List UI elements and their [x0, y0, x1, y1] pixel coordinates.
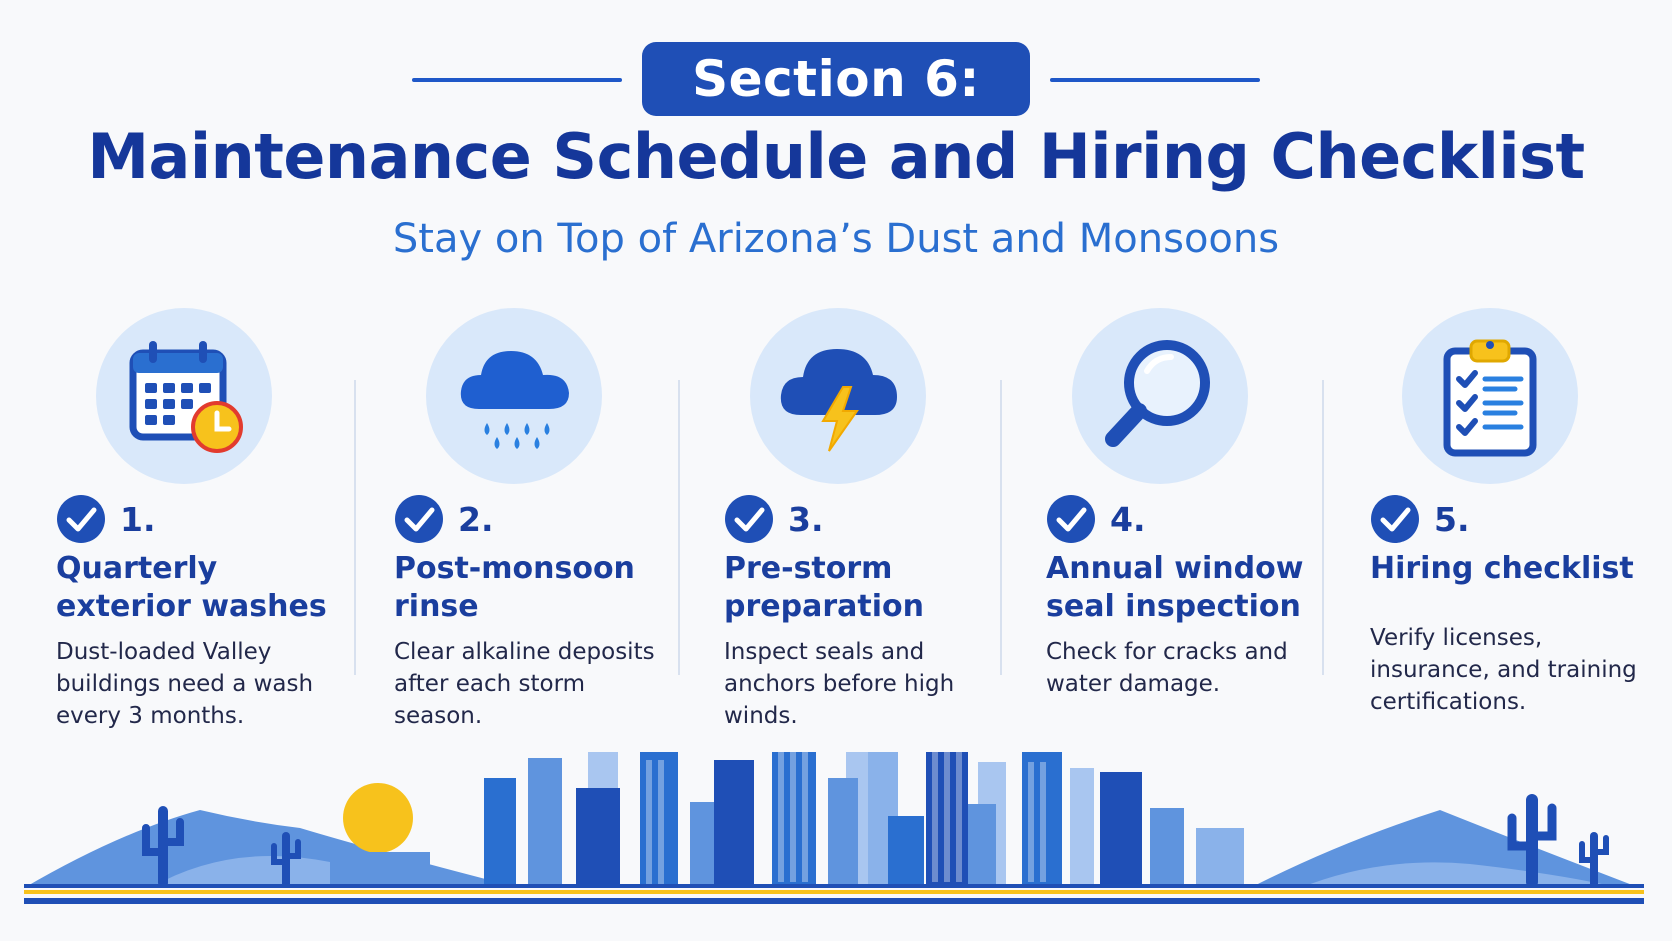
icon-badge — [750, 308, 926, 484]
checklist-item — [1370, 300, 1650, 740]
item-title: Quarterly exterior washes — [56, 551, 327, 624]
icon-badge — [1402, 308, 1578, 484]
calendar-clock-icon — [119, 331, 249, 461]
checklist-item — [56, 300, 336, 740]
item-number: 2. — [458, 499, 494, 539]
item-title: Post-monsoon rinse — [394, 551, 635, 624]
icon-badge — [1072, 308, 1248, 484]
item-number-row — [1046, 492, 1146, 546]
item-number-row — [724, 492, 824, 546]
item-description: Verify licenses, insurance, and training certifications. — [1370, 625, 1637, 715]
check-circle-icon — [1046, 494, 1096, 544]
checklist-item — [1046, 300, 1326, 740]
item-number: 1. — [120, 499, 156, 539]
checklist-columns — [0, 300, 1672, 740]
item-number-row — [1370, 492, 1470, 546]
item-number: 5. — [1434, 499, 1470, 539]
buildings — [484, 752, 1244, 888]
item-title: Annual window seal inspection — [1046, 551, 1304, 624]
header — [0, 0, 1672, 280]
check-circle-icon — [394, 494, 444, 544]
item-description: Dust-loaded Valley buildings need a wash every 3 months. — [56, 639, 314, 729]
item-title: Hiring checklist — [1370, 551, 1634, 586]
header-rule-left — [412, 78, 622, 82]
city-skyline-illustration — [0, 752, 1672, 912]
item-description: Inspect seals and anchors before high winds. — [724, 639, 955, 729]
column-divider — [678, 380, 680, 675]
storm-cloud-icon — [773, 331, 903, 461]
item-number-row — [56, 492, 156, 546]
item-number: 4. — [1110, 499, 1146, 539]
checklist-item — [724, 300, 1004, 740]
item-number: 3. — [788, 499, 824, 539]
check-circle-icon — [724, 494, 774, 544]
icon-badge — [426, 308, 602, 484]
icon-badge — [96, 308, 272, 484]
header-rule-right — [1050, 78, 1260, 82]
item-title: Pre-storm preparation — [724, 551, 924, 624]
clipboard-checklist-icon — [1425, 331, 1555, 461]
sun — [343, 783, 413, 853]
checklist-item — [394, 300, 674, 740]
check-circle-icon — [1370, 494, 1420, 544]
page-subtitle: Stay on Top of Arizona’s Dust and Monsoons — [392, 216, 1280, 262]
rain-cloud-icon — [449, 331, 579, 461]
item-description: Clear alkaline deposits after each storm season. — [394, 639, 655, 729]
column-divider — [354, 380, 356, 675]
item-description: Check for cracks and water damage. — [1046, 639, 1288, 697]
item-number-row — [394, 492, 494, 546]
page-title: Maintenance Schedule and Hiring Checklist — [87, 120, 1585, 193]
magnifier-icon — [1095, 331, 1225, 461]
check-circle-icon — [56, 494, 106, 544]
section-badge: Section 6: — [642, 42, 1030, 116]
